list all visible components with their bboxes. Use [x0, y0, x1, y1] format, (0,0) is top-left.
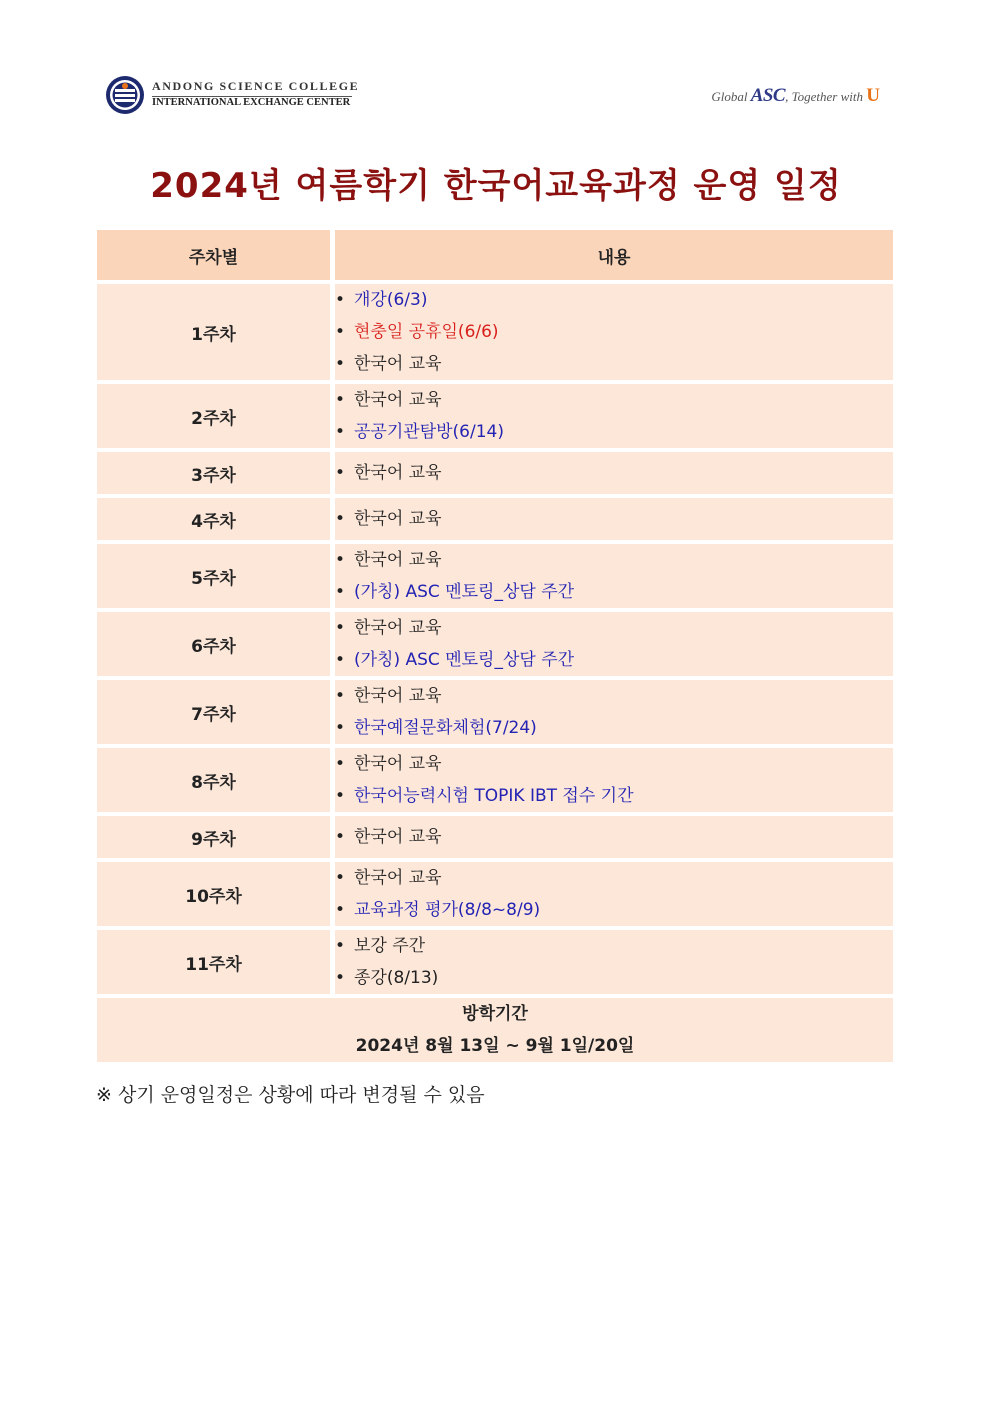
table-row — [97, 384, 893, 448]
content-item — [335, 576, 893, 608]
week-cell: 11주차 — [97, 930, 335, 994]
week-column-header: 주차별 — [97, 230, 335, 280]
college-name: ANDONG SCIENCE COLLEGE — [152, 79, 352, 97]
week-cell: 9주차 — [97, 816, 335, 858]
content-item-text: (가칭) ASC 멘토링_상담 주간 — [354, 582, 575, 602]
week-cell: 6주차 — [97, 612, 335, 676]
content-item-text: 한국어 교육 — [354, 390, 442, 410]
week-cell: 10주차 — [97, 862, 335, 926]
vacation-label: 방학기간 — [462, 1004, 528, 1024]
bullet-icon: • — [335, 582, 346, 602]
bullet-icon: • — [335, 968, 346, 988]
content-cell — [335, 862, 893, 926]
week-cell: 7주차 — [97, 680, 335, 744]
content-item-text: 한국어 교육 — [354, 463, 442, 483]
center-name: INTERNATIONAL EXCHANGE CENTER — [152, 97, 351, 108]
content-cell — [335, 452, 893, 494]
content-item-text: 교육과정 평가(8/8~8/9) — [354, 900, 541, 920]
bullet-icon: • — [335, 936, 346, 956]
page-title: 2024년 여름학기 한국어교육과정 운영 일정 — [150, 166, 842, 206]
content-item — [335, 348, 893, 380]
content-cell — [335, 384, 893, 448]
bullet-icon: • — [335, 868, 346, 888]
content-item-text: 한국어 교육 — [354, 754, 442, 774]
bullet-icon: • — [335, 509, 346, 529]
bullet-icon: • — [335, 686, 346, 706]
bullet-icon: • — [335, 786, 346, 806]
bullet-icon: • — [335, 900, 346, 920]
bullet-icon: • — [335, 650, 346, 670]
content-item-text: 개강(6/3) — [354, 290, 428, 310]
content-item — [335, 384, 893, 416]
content-cell — [335, 680, 893, 744]
content-cell — [335, 612, 893, 676]
bullet-icon: • — [335, 463, 346, 483]
vacation-cell — [97, 998, 893, 1062]
content-cell — [335, 498, 893, 540]
table-row — [97, 544, 893, 608]
content-item-text: 한국어능력시험 TOPIK IBT 접수 기간 — [354, 786, 634, 806]
bullet-icon: • — [335, 754, 346, 774]
table-row — [97, 816, 893, 858]
content-item — [335, 962, 893, 994]
table-header-row — [97, 230, 893, 280]
week-cell: 1주차 — [97, 284, 335, 380]
week-cell: 3주차 — [97, 452, 335, 494]
slogan — [711, 85, 880, 107]
week-cell: 4주차 — [97, 498, 335, 540]
content-item — [335, 780, 893, 812]
content-item-text: 한국어 교육 — [354, 868, 442, 888]
slogan-middle: , Together with — [785, 89, 867, 104]
content-item — [335, 544, 893, 576]
bullet-icon: • — [335, 354, 346, 374]
content-item-text: 공공기관탐방(6/14) — [354, 422, 504, 442]
content-item-text: 현충일 공휴일(6/6) — [354, 322, 499, 342]
bullet-icon: • — [335, 550, 346, 570]
table-row — [97, 452, 893, 494]
table-row — [97, 498, 893, 540]
content-item — [335, 930, 893, 962]
content-item-text: 한국어 교육 — [354, 509, 442, 529]
content-cell — [335, 544, 893, 608]
content-item — [335, 748, 893, 780]
document-header — [104, 74, 894, 118]
bullet-icon: • — [335, 618, 346, 638]
content-item-text: 한국어 교육 — [354, 618, 442, 638]
content-item — [335, 712, 893, 744]
content-item — [335, 894, 893, 926]
vacation-row — [97, 998, 893, 1062]
content-item-text: 한국예절문화체험(7/24) — [354, 718, 537, 738]
bullet-icon: • — [335, 718, 346, 738]
bullet-icon: • — [335, 827, 346, 847]
table-row — [97, 930, 893, 994]
content-item-text: (가칭) ASC 멘토링_상담 주간 — [354, 650, 575, 670]
content-item-text: 한국어 교육 — [354, 686, 442, 706]
week-cell: 8주차 — [97, 748, 335, 812]
content-item — [335, 821, 893, 853]
bullet-icon: • — [335, 422, 346, 442]
week-cell: 2주차 — [97, 384, 335, 448]
content-item — [335, 612, 893, 644]
content-item-text: 보강 주간 — [354, 936, 426, 956]
bullet-icon: • — [335, 390, 346, 410]
content-cell — [335, 816, 893, 858]
content-item — [335, 644, 893, 676]
table-row — [97, 748, 893, 812]
content-item-text: 한국어 교육 — [354, 354, 442, 374]
schedule-table — [97, 226, 893, 1066]
content-item — [335, 416, 893, 448]
content-item — [335, 503, 893, 535]
content-item — [335, 457, 893, 489]
content-item-text: 한국어 교육 — [354, 827, 442, 847]
content-column-header: 내용 — [335, 230, 893, 280]
table-row — [97, 284, 893, 380]
table-row — [97, 612, 893, 676]
week-cell: 5주차 — [97, 544, 335, 608]
vacation-dates: 2024년 8월 13일 ~ 9월 1일/20일 — [355, 1036, 635, 1056]
slogan-asc: ASC — [750, 85, 786, 106]
footnote: ※ 상기 운영일정은 상황에 따라 변경될 수 있음 — [96, 1084, 485, 1106]
bullet-icon: • — [335, 322, 346, 342]
table-row — [97, 862, 893, 926]
content-item — [335, 862, 893, 894]
content-item — [335, 284, 893, 316]
content-cell — [335, 284, 893, 380]
slogan-prefix: Global — [711, 89, 751, 104]
schedule-body — [97, 284, 893, 1062]
content-cell — [335, 748, 893, 812]
content-item-text: 한국어 교육 — [354, 550, 442, 570]
content-item — [335, 680, 893, 712]
college-logo-icon — [104, 74, 150, 116]
content-item-text: 종강(8/13) — [354, 968, 439, 988]
bullet-icon: • — [335, 290, 346, 310]
slogan-u: U — [866, 85, 880, 106]
content-cell — [335, 930, 893, 994]
table-row — [97, 680, 893, 744]
content-item — [335, 316, 893, 348]
